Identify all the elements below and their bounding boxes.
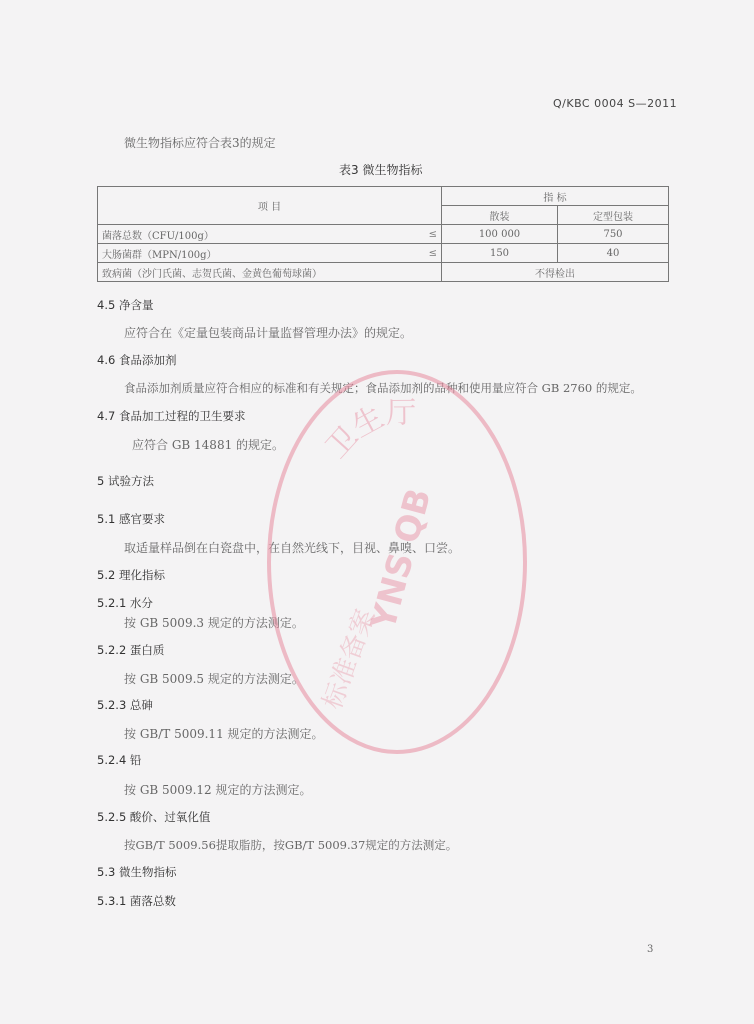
section-heading: 5.3 微生物指标 (97, 865, 177, 879)
section-heading: 5.1 感官要求 (97, 512, 165, 526)
table-row (98, 225, 669, 244)
section-heading: 5.2 理化指标 (97, 568, 165, 582)
section-text: 按 GB 5009.5 规定的方法测定。 (124, 672, 304, 686)
section-text: 取适量样品倒在白瓷盘中，在自然光线下，目视、鼻嗅、口尝。 (124, 541, 461, 555)
section-heading: 5.2.4 铅 (97, 753, 142, 767)
table-row (98, 244, 669, 263)
section-heading: 5.3.1 菌落总数 (97, 894, 176, 908)
section-heading: 5.2.3 总砷 (97, 698, 153, 712)
intro-text: 微生物指标应符合表3的规定 (124, 136, 276, 150)
section-heading: 5.2.1 水分 (97, 596, 153, 610)
column-header-index: 指 标 (442, 187, 669, 206)
page-number: 3 (647, 944, 654, 955)
row-le-sign: ≤ (413, 244, 442, 263)
section-text: 按 GB 5009.3 规定的方法测定。 (124, 616, 304, 630)
microbial-indicator-table (97, 186, 669, 282)
seal-lower-text: 标准备案 (317, 605, 382, 714)
table-row (98, 263, 669, 282)
row-item: 大肠菌群（MPN/100g） (98, 244, 414, 263)
section-heading: 5.2.5 酸价、过氧化值 (97, 810, 211, 824)
column-header-packaged: 定型包装 (558, 206, 669, 225)
pathogen-item: 致病菌（沙门氏菌、志贺氏菌、金黄色葡萄球菌） (98, 263, 442, 282)
row-bulk-value: 100 000 (442, 225, 558, 244)
section-text: 按GB/T 5009.56提取脂肪，按GB/T 5009.37规定的方法测定。 (124, 838, 458, 852)
section-heading: 4.5 净含量 (97, 298, 154, 312)
row-packaged-value: 40 (558, 244, 669, 263)
row-bulk-value: 150 (442, 244, 558, 263)
column-header-item: 项 目 (98, 187, 442, 225)
section-text: 按 GB 5009.12 规定的方法测定。 (124, 783, 312, 797)
official-seal (262, 362, 532, 762)
section-text: 应符合 GB 14881 的规定。 (132, 438, 285, 452)
section-heading: 4.6 食品添加剂 (97, 353, 177, 367)
column-header-bulk: 散装 (442, 206, 558, 225)
section-heading: 5.2.2 蛋白质 (97, 643, 165, 657)
row-packaged-value: 750 (558, 225, 669, 244)
section-text: 食品添加剂质量应符合相应的标准和有关规定；食品添加剂的品种和使用量应符合 GB 2760 的规定。 (124, 381, 642, 395)
row-le-sign: ≤ (413, 225, 442, 244)
seal-middle-text: YNS QB (363, 484, 440, 634)
table-title: 表3 微生物指标 (339, 163, 423, 177)
document-code: Q/KBC 0004 S—2011 (553, 97, 678, 110)
section-heading: 5 试验方法 (97, 474, 154, 488)
pathogen-value: 不得检出 (442, 263, 669, 282)
seal-top-text: 卫生厅 (319, 395, 417, 466)
section-text: 应符合在《定量包装商品计量监督管理办法》的规定。 (124, 326, 413, 340)
section-heading: 4.7 食品加工过程的卫生要求 (97, 409, 246, 423)
section-text: 按 GB/T 5009.11 规定的方法测定。 (124, 727, 324, 741)
row-item: 菌落总数（CFU/100g） (98, 225, 414, 244)
